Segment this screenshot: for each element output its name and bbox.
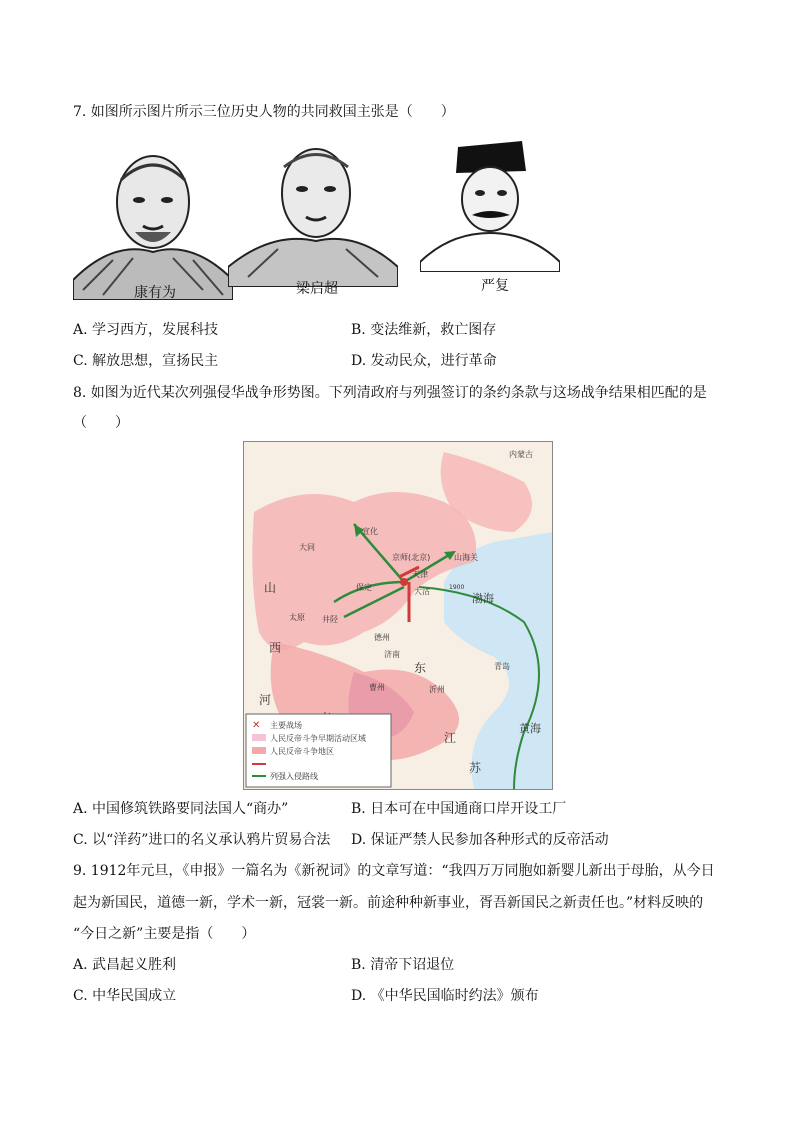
q8-option-b[interactable]: B. 日本可在中国通商口岸开设工厂: [351, 801, 567, 817]
q8-stem-line1: 8. 如图为近代某次列强侵华战争形势图。下列清政府与列强签订的条约条款与这场战争结果相匹配的是: [73, 385, 707, 401]
map-label-datong: 大同: [299, 543, 315, 552]
map-label-beijing: 京师(北京): [392, 553, 431, 562]
q9-option-a[interactable]: A. 武昌起义胜利: [73, 957, 177, 973]
map-label-yizhou: 沂州: [429, 685, 445, 694]
legend-label-struggle: 人民反帝斗争地区: [270, 747, 334, 756]
q8-option-d[interactable]: D. 保证严禁人民参加各种形式的反帝活动: [351, 832, 609, 848]
map-label-jinan: 济南: [384, 650, 400, 659]
portrait-yan-fu: [420, 137, 560, 272]
q9-stem-line1: 9. 1912年元旦，《申报》一篇名为《新祝词》的文章写道：“我四万万同胞如新婴儿新出于母胎，从今日: [73, 863, 715, 879]
q7-stem: 7. 如图所示图片所示三位历史人物的共同救国主张是（ ）: [73, 104, 455, 120]
map-label-shan: 山: [264, 581, 277, 595]
map-label-dagu: 大沽: [414, 587, 430, 596]
caption-yan-fu: 严复: [481, 278, 509, 294]
q9-stem-line3: “今日之新”主要是指（ ）: [73, 926, 256, 942]
map-label-shanhaiguan: 山海关: [454, 553, 478, 562]
caption-liang-qichao: 梁启超: [296, 281, 338, 297]
map-label-inner-mongolia: 内蒙古: [509, 450, 533, 459]
q9-option-b[interactable]: B. 清帝下诏退位: [351, 957, 455, 973]
map-label-baoding: 保定: [356, 583, 372, 592]
legend-swatch-early: [252, 734, 266, 741]
legend-label-early: 人民反帝斗争早期活动区域: [270, 734, 366, 743]
q9-option-c[interactable]: C. 中华民国成立: [73, 988, 177, 1004]
map-label-huanghai: 黄海: [519, 722, 541, 735]
map-label-dong: 东: [414, 661, 427, 675]
q7-option-a[interactable]: A. 学习西方，发展科技: [73, 322, 219, 338]
q8-option-a[interactable]: A. 中国修筑铁路要同法国人“商办”: [73, 801, 289, 817]
legend-label-invasion: 列强入侵路线: [270, 772, 318, 781]
q8-option-c[interactable]: C. 以“洋药”进口的名义承认鸦片贸易合法: [73, 832, 331, 848]
map-label-jiang: 江: [444, 731, 457, 745]
map-label-dezhou: 德州: [374, 633, 390, 642]
map-label-year: 1900: [449, 584, 465, 591]
legend-cross-icon: ✕: [252, 720, 261, 731]
q7-option-c[interactable]: C. 解放思想，宣扬民主: [73, 353, 219, 369]
q7-option-b[interactable]: B. 变法维新，救亡图存: [351, 322, 497, 338]
q7-option-d[interactable]: D. 发动民众，进行革命: [351, 353, 497, 369]
map-label-bohai: 渤海: [472, 592, 494, 605]
map-label-he: 河: [259, 693, 272, 707]
legend-label-battle: 主要战场: [270, 721, 302, 730]
caption-kang-youwei: 康有为: [134, 285, 176, 301]
portrait-kang-youwei: [73, 140, 233, 300]
legend-swatch-struggle: [252, 747, 266, 754]
map-label-qingdao: 青岛: [494, 662, 510, 671]
q9-option-d[interactable]: D. 《中华民国临时约法》颁布: [351, 988, 539, 1004]
portrait-liang-qichao: [228, 137, 398, 287]
q9-stem-line2: 起为新国民，道德一新，学术一新，冠裳一新。前途种种新事业，胥吾新国民之新责任也。”材料反映的: [73, 895, 704, 911]
map-label-tianjin: 天津: [412, 570, 428, 579]
war-situation-map: [243, 441, 553, 790]
map-label-caozhou: 曹州: [369, 683, 385, 692]
map-label-su: 苏: [469, 761, 482, 775]
map-label-taiyuan: 太原: [289, 613, 305, 622]
map-label-xuanhua: 宣化: [362, 527, 378, 536]
q8-stem-line2: （ ）: [73, 415, 129, 431]
map-label-jingxing: 井陉: [322, 615, 338, 624]
map-label-xi: 西: [269, 641, 282, 655]
